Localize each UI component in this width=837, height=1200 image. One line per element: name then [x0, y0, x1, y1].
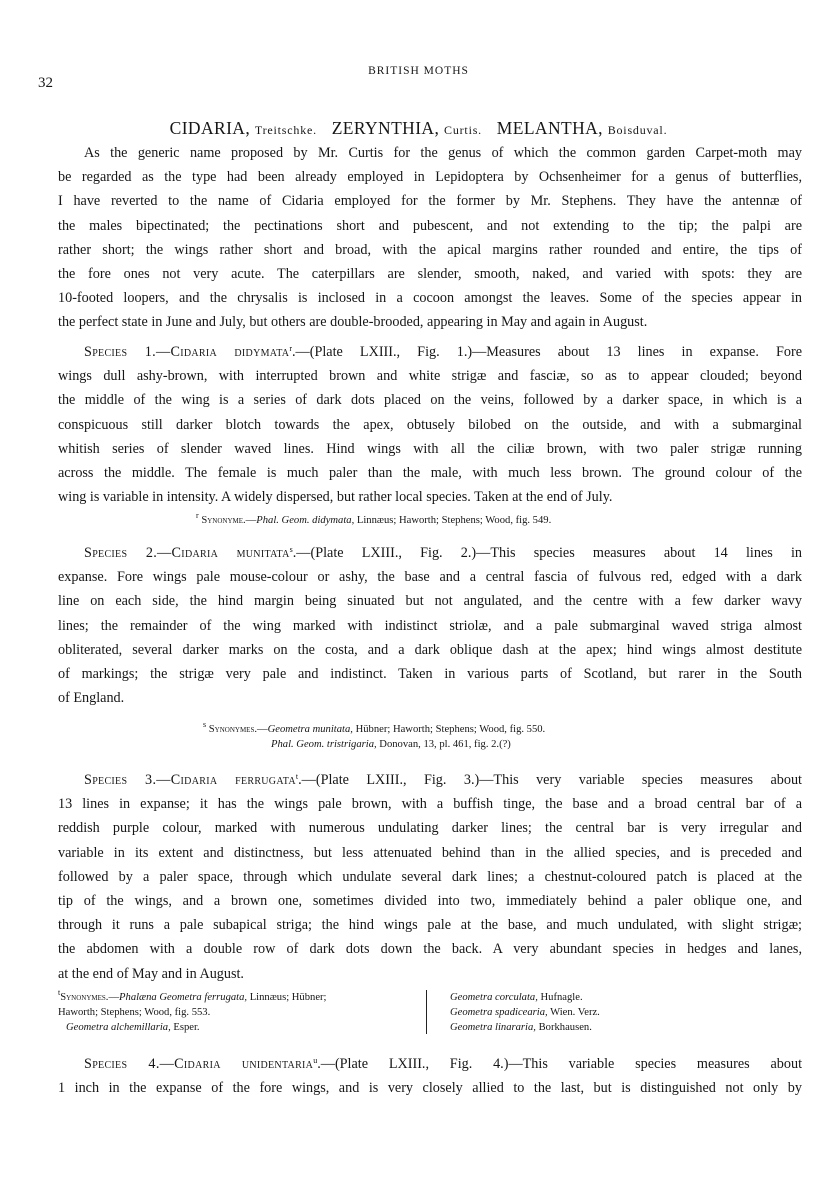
- text-line: obliterated, several darker marks on the costa, and a dark oblique dash at the apex; hind wings almost destitute: [58, 641, 802, 658]
- species-4-label: Species 4.—Cidaria unidentaria: [84, 1056, 314, 1072]
- footnote-mark: s: [289, 545, 293, 554]
- species-4-paragraph: [58, 1052, 802, 1100]
- species-1-first-line: [58, 340, 802, 364]
- species-3-first-line: [58, 768, 802, 792]
- text-line: across the middle. The female is much paler than the male, with much less brown. The ground colour of the: [58, 465, 802, 482]
- genus-author-treitschke: Treitschke.: [254, 123, 317, 137]
- text-line: at the end of May and in August.: [58, 965, 244, 982]
- footnote-mark: t: [295, 772, 299, 781]
- text-line: the middle of the wing is a series of dark dots placed on the veins, followed by a darker space, in which is a: [58, 392, 802, 409]
- genus-author-boisduval: Boisduval.: [607, 123, 668, 137]
- text-line: the abdomen with a double row of dark dots down the back. A very abundant species in hedges and lanes,: [58, 941, 802, 958]
- text-line: As the generic name proposed by Mr. Curtis for the genus of which the common garden Carpet-moth may: [84, 145, 802, 161]
- text-line: wing is variable in intensity. A widely dispersed, but rather local species. Taken at the end of July.: [58, 489, 613, 506]
- text-line: 10-footed loopers, and the chrysalis is inclosed in a cocoon amongst the leaves. Some of the species appear in: [58, 290, 802, 307]
- page-number: 32: [38, 75, 53, 91]
- species-2-plate-ref: .—(Plate LXIII., Fig. 2.)—This species measures about 14 lines in: [292, 545, 802, 561]
- species-1-paragraph: [58, 340, 802, 509]
- species-1-label: Species 1.—Cidaria didymata: [84, 344, 290, 360]
- footnote-mark: u: [313, 1056, 318, 1065]
- genus-name-zerynthia: ZERYNTHIA,: [331, 118, 440, 138]
- species-3-synonym-note-left: $^t$Synonymes.—Phalæna Geometra ferrugata, Linnæus; Hübner; Haworth; Stephens; Wood, fig. 553. Geometra alchemillaria, Esper.: [58, 988, 327, 1033]
- text-line: 1 inch in the expanse of the fore wings, and is very closely allied to the last, but is distinguished not only by: [58, 1080, 802, 1097]
- species-2-paragraph: [58, 541, 802, 710]
- species-3-paragraph: [58, 768, 802, 986]
- species-3-label: Species 3.—Cidaria ferrugata: [84, 772, 296, 788]
- text-line: tip of the wings, and a brown one, sometimes divided into two, immediately behind a paler oblique one, and: [58, 893, 802, 910]
- genus-name-cidaria: CIDARIA,: [169, 118, 251, 138]
- species-3-synonym-note-right: Geometra corculata, Hufnagle. Geometra spadicearia, Wien. Verz. Geometra linararia, Borkhausen.: [450, 992, 600, 1033]
- text-line: conspicuous still darker blotch towards the apex, obtusely bilobed on the outside, and with a submarginal: [58, 416, 802, 433]
- text-line: through it runs a pale subapical striga; the hind wings pale at the base, and much undulated, with slight strigæ;: [58, 917, 802, 934]
- species-4-plate-ref: .—(Plate LXIII., Fig. 4.)—This variable species measures about: [317, 1056, 802, 1072]
- genus-name-melantha: MELANTHA,: [496, 118, 603, 138]
- text-line: expanse. Fore wings pale mouse-colour or ashy, the base and a central fascia of fulvous red, edged with a dark: [58, 569, 802, 586]
- text-line: reddish purple colour, marked with numerous undulating darker lines; the central bar is very irregular and: [58, 820, 802, 837]
- text-line: the fore ones not very acute. The caterpillars are slender, smooth, naked, and varied with spots: they are: [58, 266, 802, 283]
- text-line: I have reverted to the name of Cidaria employed for the former by Mr. Stephens. They have the antennæ of: [58, 193, 802, 210]
- text-line: the perfect state in June and July, but others are double-brooded, appearing in May and again in August.: [58, 314, 648, 331]
- text-line: of England.: [58, 690, 125, 707]
- text-line: of markings; the strigæ very pale and indistinct. Taken in various parts of Scotland, but rarer in the South: [58, 666, 802, 683]
- species-2-synonym-note: $^s$ Synonymes.—Geometra munitata, Hübner; Haworth; Stephens; Wood, fig. 550. Phal. Geom. tristrigaria, Donovan, 13, pl. 461, fig. 2.(?): [203, 720, 546, 750]
- text-line: wings dull ashy-brown, with interrupted brown and white strigæ and fasciæ, so as to appear clouded; beyond: [58, 368, 802, 385]
- genus-heading: [56, 118, 781, 139]
- text-line: the males bipectinated; the pectinations short and pubescent, and not extending to the tip; the palpi are: [58, 217, 802, 234]
- intro-paragraph: [58, 141, 802, 335]
- text-line: be regarded as the type had been already employed in Lepidoptera by Ochsenheimer for a genus of butterflies,: [58, 169, 802, 186]
- genus-author-curtis: Curtis.: [444, 123, 482, 137]
- species-4-first-line: [58, 1052, 802, 1076]
- text-line: variable in its extent and distinctness, but less attenuated behind than in the allied species, and is preceded and: [58, 844, 802, 861]
- footnote-mark: r: [289, 344, 292, 353]
- text-line: whitish series of slender waved lines. Hind wings with all the ciliæ brown, with two paler strigæ running: [58, 440, 802, 457]
- note-column-divider: [426, 990, 427, 1034]
- species-1-synonym-note: $^r$ Synonyme.—Phal. Geom. didymata, Linnæus; Haworth; Stephens; Wood, fig. 549.: [196, 511, 552, 526]
- text-line: 13 lines in expanse; it has the wings pale brown, with a buffish tinge, the base and a broad central bar of a: [58, 796, 802, 813]
- running-head: BRITISH MOTHS: [368, 65, 469, 77]
- species-1-plate-ref: .—(Plate LXIII., Fig. 1.)—Measures about 13 lines in expanse. Fore: [292, 344, 802, 360]
- text-line: line on each side, the hind margin being sinuated but not angulated, and the centre with a few darker wavy: [58, 593, 802, 610]
- species-3-plate-ref: .—(Plate LXIII., Fig. 3.)—This very variable species measures about: [298, 772, 802, 788]
- text-line: followed by a paler space, through which undulate several dark lines; a chestnut-coloured patch is placed at the: [58, 868, 802, 885]
- species-2-label: Species 2.—Cidaria munitata: [84, 545, 290, 561]
- text-line: lines; the remainder of the wing marked with indistinct striolæ, and a pale submarginal waved striga almost: [58, 617, 802, 634]
- text-line: rather short; the wings rather short and broad, with the apical margins rather rounded and entire, the tips of: [58, 241, 802, 258]
- species-2-first-line: [58, 541, 802, 565]
